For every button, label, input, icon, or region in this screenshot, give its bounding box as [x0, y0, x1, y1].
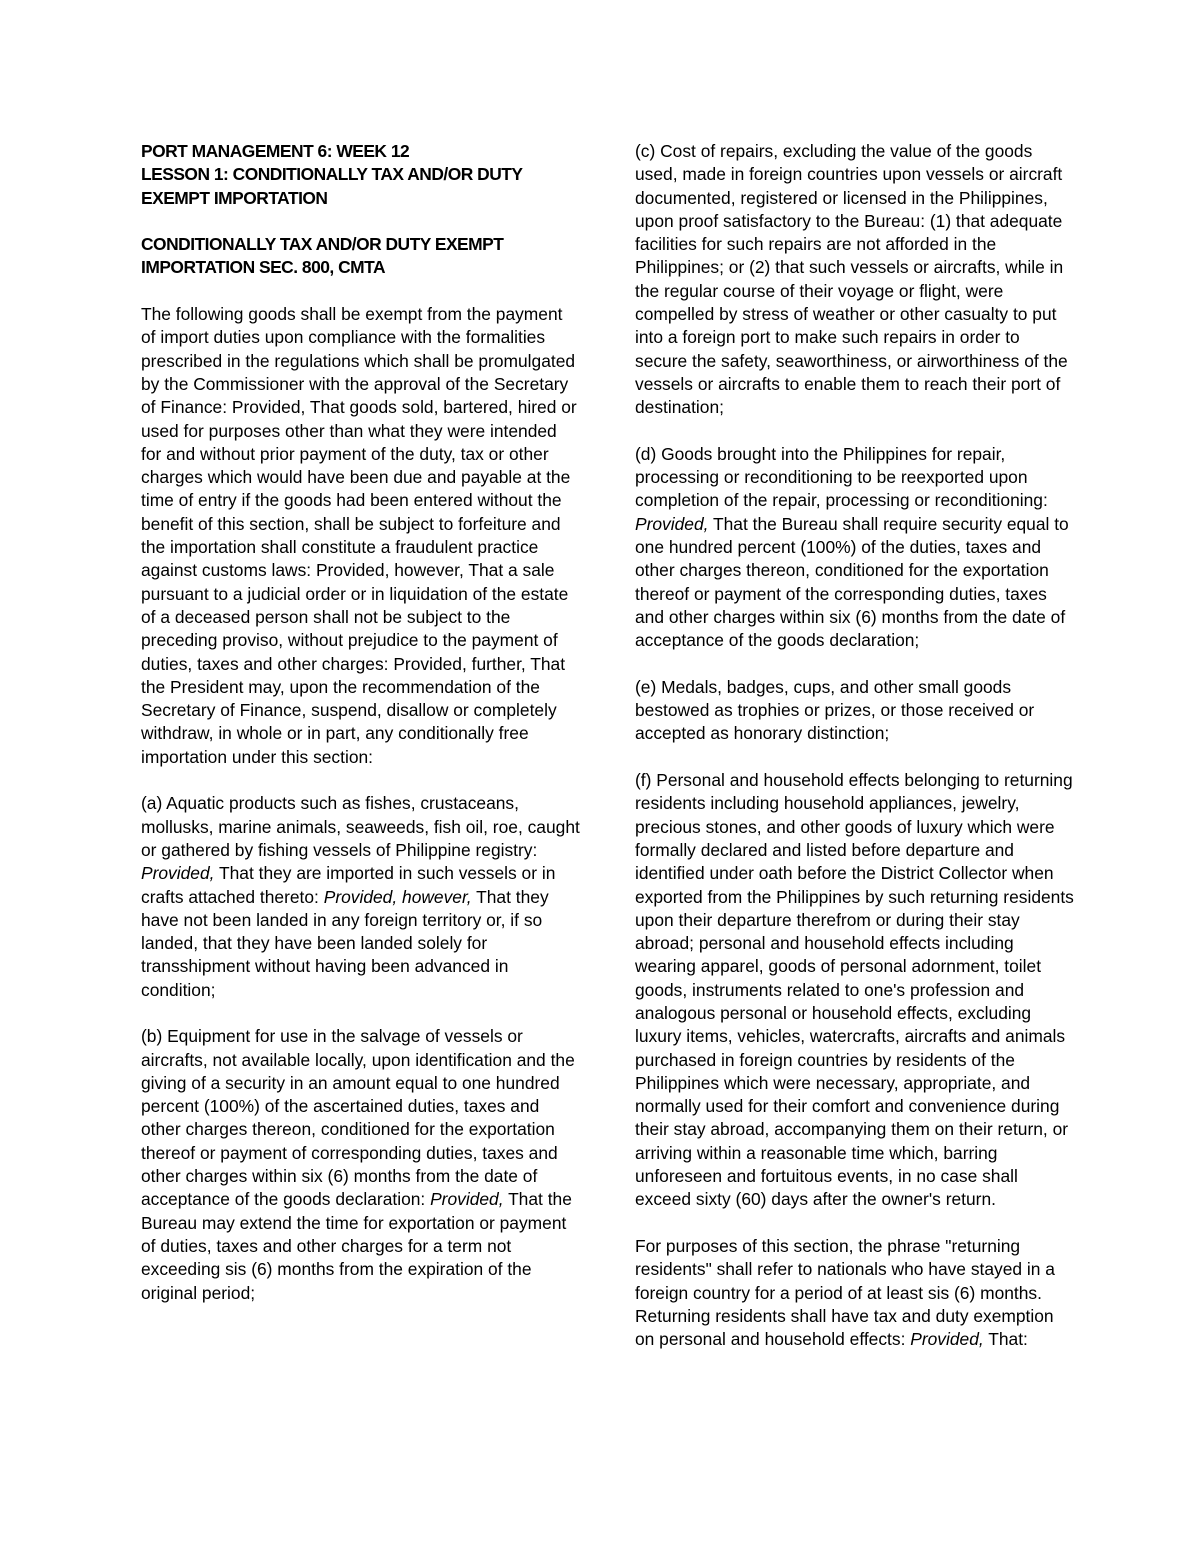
closing-proviso: Provided,: [910, 1329, 984, 1350]
item-a-paragraph: [141, 792, 581, 1002]
item-b-text-2: That the Bureau may extend the time for exportation or payment of duties, taxes and other charges for a term not exceeding sis (6) months from the expiration of the original period;: [141, 1189, 572, 1303]
item-a-proviso-1: Provided,: [141, 863, 215, 884]
item-f-paragraph: (f) Personal and household effects belonging to returning residents including household appliances, jewelry, precious stones, and other goods of luxury which were formally declared and listed before departure and identified under oath before the District Collector when exported from the Philippines by such returning residents upon their departure therefrom or during their stay abroad; personal and household effects including wearing apparel, goods of personal adornment, toilet goods, instruments related to one's profession and analogous personal or household effects, excluding luxury items, vehicles, watercrafts, aircrafts and animals purchased in foreign countries by residents of the Philippines which were necessary, appropriate, and normally used for their comfort and convenience during their stay abroad, accompanying them on their return, or arriving within a reasonable time which, barring unforeseen and fortuitous events, in no case shall exceed sixty (60) days after the owner's return.: [635, 770, 1074, 1210]
item-d-proviso: Provided,: [635, 513, 709, 534]
item-d-text-1: (d) Goods brought into the Philippines for repair, processing or reconditioning to be reexported upon completion of the repair, processing or reconditioning:: [635, 443, 1048, 511]
section-heading: CONDITIONALLY TAX AND/OR DUTY EXEMPT IMPORTATION SEC. 800, CMTA: [141, 234, 504, 278]
lesson-title: LESSON 1: CONDITIONALLY TAX AND/OR DUTY EXEMPT IMPORTATION: [141, 164, 523, 208]
item-c-paragraph: (c) Cost of repairs, excluding the value of the goods used, made in foreign countries upon vessels or aircraft documented, registered or licensed in the Philippines, upon proof satisfactory to the Bureau: (1) that adequate facilities for such repairs are not afforded in the Philippines; or (2) that such vessels or aircrafts, while in the regular course of their voyage or flight, were compelled by stress of weather or other casualty to put into a foreign port to make such repairs in order to secure the safety, seaworthiness, or airworthiness of the vessels or aircrafts to enable them to reach their port of destination;: [635, 141, 1068, 418]
item-b-paragraph: [141, 1025, 581, 1305]
right-column: [635, 140, 1075, 1375]
left-column: [141, 140, 581, 1328]
closing-text-2: That:: [983, 1329, 1028, 1350]
item-a-text-3: That they have not been landed in any foreign territory or, if so landed, that they have been landed solely for transshipment without having been advanced in condition;: [141, 886, 549, 1000]
item-b-text-1: (b) Equipment for use in the salvage of vessels or aircrafts, not available locally, upon identification and the giving of a security in an amount equal to one hundred percent (100%) of the ascertained duties, taxes and other charges thereon, conditioned for the exportation thereof or payment of corresponding duties, taxes and other charges within six (6) months from the date of acceptance of the goods declaration:: [141, 1026, 575, 1210]
item-b-proviso: Provided,: [430, 1189, 504, 1210]
item-a-text-2: That they are imported in such vessels or in crafts attached thereto:: [141, 863, 556, 907]
closing-paragraph: [635, 1235, 1075, 1351]
item-e-paragraph: (e) Medals, badges, cups, and other small goods bestowed as trophies or prizes, or those received or accepted as honorary distinction;: [635, 676, 1035, 744]
document-header: [141, 140, 581, 210]
course-title: PORT MANAGEMENT 6: WEEK 12: [141, 141, 410, 161]
intro-paragraph: The following goods shall be exempt from the payment of import duties upon compliance with the formalities prescribed in the regulations which shall be promulgated by the Commissioner with the approval of the Secretary of Finance: Provided, That goods sold, bartered, hired or used for purposes other than what they were intended for and without prior payment of the duty, tax or other charges which would have been due and payable at the time of entry if the goods had been entered without the benefit of this section, shall be subject to forfeiture and the importation shall constitute a fraudulent practice against customs laws: Provided, however, That a sale pursuant to a judicial order or in liquidation of the estate of a deceased person shall not be subject to the preceding proviso, without prejudice to the payment of duties, taxes and other charges: Provided, further, That the President may, upon the recommendation of the Secretary of Finance, suspend, disallow or completely withdraw, in whole or in part, any conditionally free importation under this section:: [141, 304, 577, 767]
item-a-proviso-2: Provided, however,: [323, 886, 472, 907]
item-d-text-2: That the Bureau shall require security equal to one hundred percent (100%) of the duties, taxes and other charges thereon, conditioned for the exportation thereof or payment of the corresponding duties, taxes and other charges within six (6) months from the date of acceptance of the goods declaration;: [635, 513, 1069, 651]
closing-text-1: For purposes of this section, the phrase "returning residents" shall refer to nationals who have stayed in a foreign country for a period of at least sis (6) months. Returning residents shall have tax and duty exemption on personal and household effects:: [635, 1235, 1055, 1350]
item-a-text-1: (a) Aquatic products such as fishes, crustaceans, mollusks, marine animals, seaweeds, fish oil, roe, caught or gathered by fishing vessels of Philippine registry:: [141, 793, 580, 860]
item-d-paragraph: [635, 443, 1075, 653]
